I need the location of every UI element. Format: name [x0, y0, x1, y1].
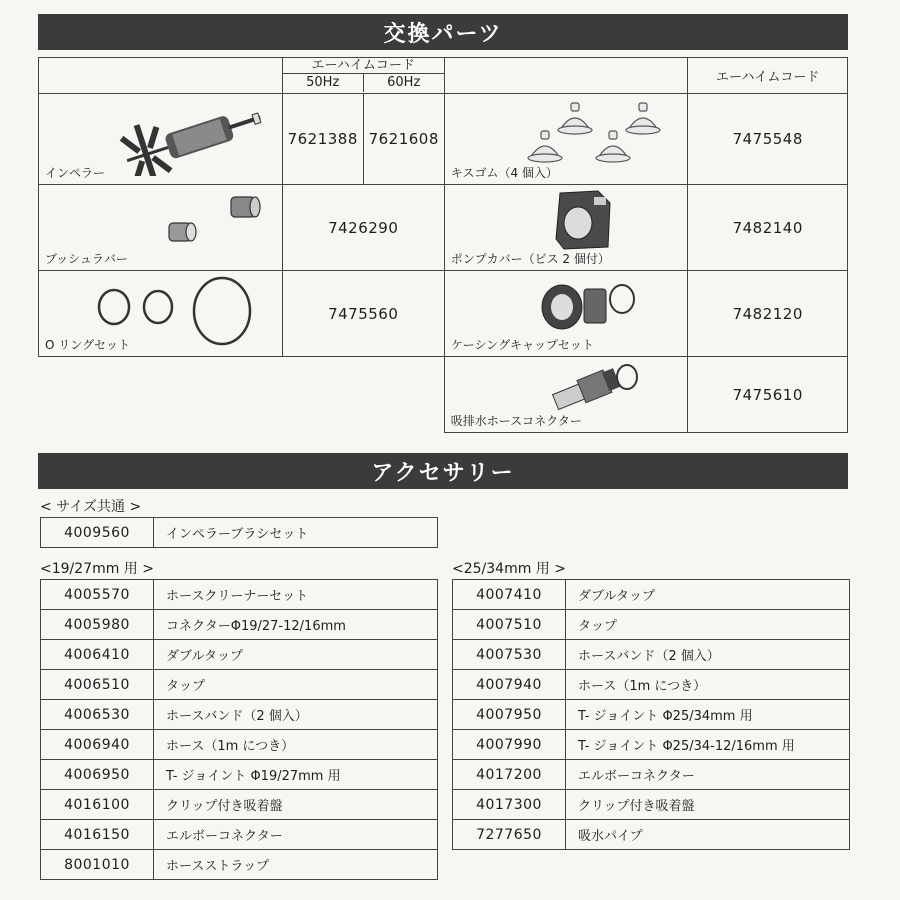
part-code: 7482120	[688, 271, 848, 357]
hose-connector-cell	[444, 357, 688, 433]
accessory-name: ホースバンド（2 個入）	[566, 640, 850, 670]
accessory-name: ホースストラップ	[154, 850, 438, 880]
accessory-code: 7277650	[453, 820, 566, 850]
code-label: エーハイムコード	[283, 58, 444, 74]
part-code: 7426290	[282, 185, 444, 271]
table-row	[453, 670, 850, 700]
accessory-name: 吸水パイプ	[566, 820, 850, 850]
accessory-code: 4005570	[41, 580, 154, 610]
part-name: ポンプカバー（ビス 2 個付）	[450, 252, 610, 266]
parts-table	[38, 57, 848, 433]
parts-row	[39, 94, 848, 185]
table-row	[453, 700, 850, 730]
accessory-code: 4005980	[41, 610, 154, 640]
pump-cover-icon	[550, 189, 620, 251]
suction-cup-cell	[444, 94, 688, 185]
table-row	[41, 518, 438, 548]
table-row	[41, 610, 438, 640]
accessory-code: 4007410	[453, 580, 566, 610]
accessory-name: クリップ付き吸着盤	[154, 790, 438, 820]
accessory-code: 8001010	[41, 850, 154, 880]
table-row	[453, 610, 850, 640]
table-row	[453, 790, 850, 820]
accessory-code: 4009560	[41, 518, 154, 548]
part-name: キスゴム（4 個入）	[450, 166, 558, 180]
parts-section-title: 交換パーツ	[38, 14, 848, 50]
hose-connector-icon	[543, 359, 643, 415]
accessory-name: タップ	[566, 610, 850, 640]
accessory-name: T- ジョイント Φ19/27mm 用	[154, 760, 438, 790]
suction-cup-icon	[505, 98, 685, 168]
size-25-34-label: <25/34mm 用 >	[452, 561, 566, 577]
table-row	[41, 820, 438, 850]
accessory-code: 4007990	[453, 730, 566, 760]
table-row	[41, 790, 438, 820]
accessory-name: タップ	[154, 670, 438, 700]
table-row	[41, 640, 438, 670]
part-name: インペラー	[45, 166, 106, 180]
hz60-label: 60Hz	[363, 74, 444, 92]
part-code: 7475548	[688, 94, 848, 185]
accessory-name: エルボーコネクター	[154, 820, 438, 850]
accessory-name: クリップ付き吸着盤	[566, 790, 850, 820]
table-row	[453, 580, 850, 610]
part-name: 吸排水ホースコネクター	[450, 414, 582, 428]
accessory-code: 4007510	[453, 610, 566, 640]
accessory-code: 4006510	[41, 670, 154, 700]
size-19-27-table	[40, 579, 438, 880]
accessory-name: T- ジョイント Φ25/34-12/16mm 用	[566, 730, 850, 760]
accessory-code: 4007950	[453, 700, 566, 730]
accessory-name: ホース（1m につき）	[566, 670, 850, 700]
accessory-name: ダブルタップ	[154, 640, 438, 670]
table-row	[453, 730, 850, 760]
table-row	[41, 700, 438, 730]
parts-header-row	[39, 58, 848, 94]
accessory-code: 4006940	[41, 730, 154, 760]
accessory-name: ホースクリーナーセット	[154, 580, 438, 610]
table-row	[41, 580, 438, 610]
parts-row	[39, 357, 848, 433]
parts-header-code	[282, 58, 444, 94]
size-25-34-table	[452, 579, 850, 850]
casing-cap-cell	[444, 271, 688, 357]
table-row	[453, 760, 850, 790]
common-accessory-table	[40, 517, 438, 548]
hz50-label: 50Hz	[306, 75, 340, 90]
table-row	[41, 730, 438, 760]
bush-rubber-cell	[39, 185, 283, 271]
accessory-name: T- ジョイント Φ25/34mm 用	[566, 700, 850, 730]
impeller-cell	[39, 94, 283, 185]
parts-row	[39, 185, 848, 271]
accessory-name: インペラーブラシセット	[154, 518, 438, 548]
parts-header-code-right: エーハイムコード	[688, 58, 848, 94]
table-row	[41, 760, 438, 790]
accessory-code: 4006950	[41, 760, 154, 790]
common-size-label: < サイズ共通 >	[40, 499, 142, 515]
accessory-code: 4006410	[41, 640, 154, 670]
accessories-section-title: アクセサリー	[38, 453, 848, 489]
part-code-50hz: 7621388	[282, 94, 363, 185]
accessory-code: 4016100	[41, 790, 154, 820]
part-name: O リングセット	[45, 338, 131, 352]
accessory-name: ホースバンド（2 個入）	[154, 700, 438, 730]
o-ring-cell	[39, 271, 283, 357]
part-code: 7475610	[688, 357, 848, 433]
accessory-name: ダブルタップ	[566, 580, 850, 610]
accessory-name: コネクターΦ19/27-12/16mm	[154, 610, 438, 640]
table-row	[41, 670, 438, 700]
part-code: 7482140	[688, 185, 848, 271]
table-row	[453, 820, 850, 850]
part-name: ケーシングキャップセット	[450, 338, 594, 352]
parts-row	[39, 271, 848, 357]
part-code: 7475560	[282, 271, 444, 357]
impeller-icon	[119, 100, 269, 176]
accessory-name: エルボーコネクター	[566, 760, 850, 790]
size-19-27-label: <19/27mm 用 >	[40, 561, 154, 577]
accessory-code: 4017200	[453, 760, 566, 790]
accessory-code: 4007530	[453, 640, 566, 670]
accessory-code: 4016150	[41, 820, 154, 850]
accessory-code: 4007940	[453, 670, 566, 700]
accessory-code: 4017300	[453, 790, 566, 820]
bush-rubber-icon	[139, 191, 269, 251]
accessory-name: ホース（1m につき）	[154, 730, 438, 760]
casing-cap-icon	[540, 275, 640, 335]
table-row	[453, 640, 850, 670]
part-code-60hz: 7621608	[363, 94, 444, 185]
table-row	[41, 850, 438, 880]
pump-cover-cell	[444, 185, 688, 271]
accessory-code: 4006530	[41, 700, 154, 730]
part-name: ブッシュラバー	[45, 252, 128, 266]
